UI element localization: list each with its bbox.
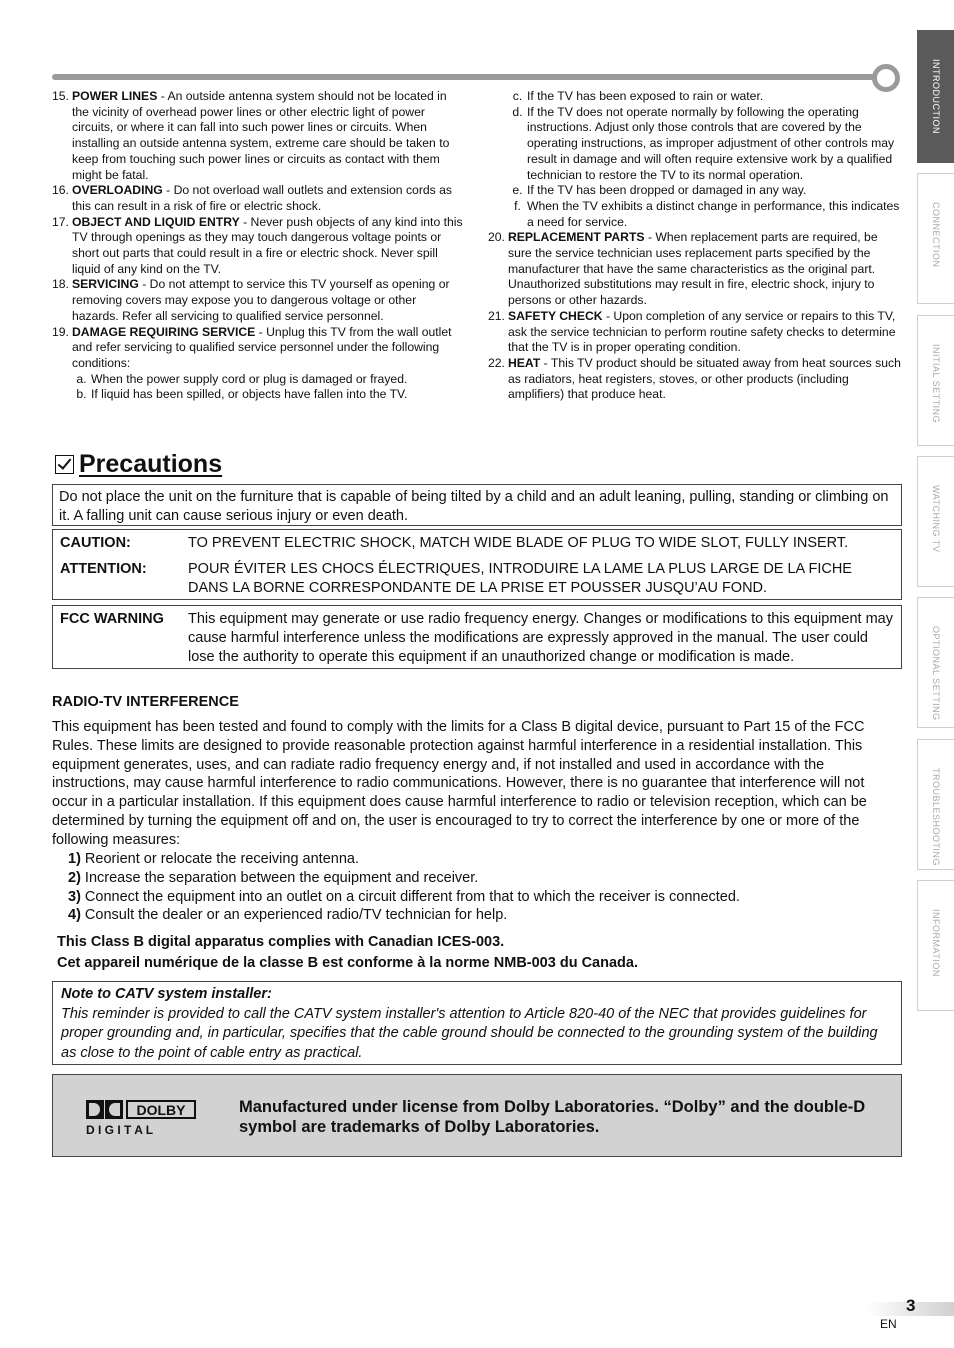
list-item: 15. POWER LINES - An outside antenna system should not be located in the vicinity of overhead power lines or other electric light of power circuits, or where it can fall into such power lines or circuits. When installing an outside antenna system, extreme care should be taken to keep from touching such power lines or circuits as contact with them might be fatal. [52, 89, 450, 182]
tab-initial-setting-label: INITIAL SETTING [931, 344, 941, 424]
tab-connection[interactable] [917, 173, 954, 304]
list-item: 21. SAFETY CHECK - Upon completion of any service or repairs to this TV, ask the service technician to perform routine safety checks to determine that the TV is in proper operating condition. [488, 308, 896, 355]
catv-note-body: This reminder is provided to call the CATV system installer's attention to Article 820-40 of the NEC that provides guidelines for proper grounding and, in particular, specifies that the cable ground should be connected to the grounding system of the building as close to the point of cable entry as practical. [61, 1005, 878, 1061]
list-item: 20. REPLACEMENT PARTS - When replacement parts are required, be sure the service technician uses replacement parts specified by the manufacturer that have the same characteristics as the original part. Unauthorized substitutions may result in fire, electric shock, injury to persons or other hazards. [488, 230, 878, 308]
list-item: 19. DAMAGE REQUIRING SERVICE - Unplug this TV from the wall outlet and refer servicing to qualified service personnel under the following conditions: [52, 324, 452, 370]
list-item: 3) Connect the equipment into an outlet on a circuit different from that to which the receiver is connected. [68, 888, 740, 905]
fcc-warning-box [52, 605, 902, 669]
canada-compliance [57, 932, 638, 973]
tab-introduction[interactable] [917, 30, 954, 163]
checkbox-icon [55, 455, 74, 474]
tab-connection-label: CONNECTION [931, 202, 941, 268]
header-rule-knob [872, 64, 900, 92]
tab-watching-tv[interactable] [917, 456, 954, 587]
section-title: Precautions [79, 450, 223, 478]
tab-introduction-label: INTRODUCTION [931, 59, 941, 134]
tab-optional-setting[interactable] [917, 597, 954, 728]
page-number: 3 [906, 1296, 916, 1315]
svg-text:D I G I T A L: D I G I T A L [86, 1123, 154, 1135]
safety-list-left [52, 89, 464, 403]
item-title: OVERLOADING [72, 183, 163, 198]
fcc-row [60, 610, 894, 667]
item-title: SERVICING [72, 277, 139, 292]
list-item: 16. OVERLOADING - Do not overload wall outlets and extension cords as this can result in a risk of fire or electric shock. [52, 183, 453, 213]
tip-over-warning: Do not place the unit on the furniture that is capable of being tilted by a child and an adult leaning, pulling, standing or climbing on it. A falling unit can cause serious injury or even death. [52, 484, 902, 526]
precautions-heading [55, 450, 222, 479]
tab-troubleshooting-label: TROUBLESHOOTING [931, 768, 941, 867]
catv-note-title: Note to CATV system installer: [61, 986, 272, 1002]
fcc-text: This equipment may generate or use radio frequency energy. Changes or modifications to this equipment may cause harmful interference unless the modifications are expressly approved in the manual. The user could lose the authority to operate this equipment if an unauthorized change or modification is made. [188, 611, 893, 665]
attention-text: POUR ÉVITER LES CHOCS ÉLECTRIQUES, INTRODUIRE LA LAME LA PLUS LARGE DE LA FICHE DANS LA BORNE CORRESPONDANTE DE LA PRISE ET POUSSER JUSQU’AU FOND. [188, 561, 852, 596]
item-title: OBJECT AND LIQUID ENTRY [72, 214, 240, 229]
sub-item: a. When the power supply cord or plug is damaged or frayed. [76, 371, 408, 386]
caution-box [52, 529, 902, 600]
page-language: EN [880, 1317, 897, 1331]
list-item: 17. OBJECT AND LIQUID ENTRY - Never push objects of any kind into this TV through openings as they may touch dangerous voltage points or short out parts that could result in a fire or electric shock. Never spill liquid of any kind on the TV. [52, 214, 463, 276]
caution-text: TO PREVENT ELECTRIC SHOCK, MATCH WIDE BLADE OF PLUG TO WIDE SLOT, FULLY INSERT. [188, 535, 849, 551]
fcc-label: FCC WARNING [60, 611, 164, 627]
attention-label: ATTENTION: [60, 561, 147, 577]
attention-row [60, 560, 894, 598]
sub-item: b. If liquid has been spilled, or objects have fallen into the TV. [76, 387, 408, 402]
sub-item: c. If the TV has been exposed to rain or water. [512, 89, 764, 103]
list-item: 22. HEAT - This TV product should be situated away from heat sources such as radiators, heat registers, stoves, or other products (including amplifiers) that produce heat. [488, 355, 901, 402]
sub-item: f. When the TV exhibits a distinct change in performance, this indicates a need for service. [514, 198, 900, 229]
caution-row [60, 534, 894, 553]
tab-watching-tv-label: WATCHING TV [931, 485, 941, 553]
item-title: DAMAGE REQUIRING SERVICE [72, 324, 256, 339]
item-title: POWER LINES [72, 89, 158, 103]
tab-information[interactable] [917, 880, 954, 1011]
dolby-notice [52, 1074, 902, 1157]
header-rule [52, 74, 880, 80]
radio-tv-heading: RADIO-TV INTERFERENCE [52, 694, 239, 710]
list-item: 18. SERVICING - Do not attempt to service this TV yourself as opening or removing covers may expose you to dangerous voltage or other hazards. Refer all servicing to qualified service personnel. [52, 277, 450, 323]
item-title: REPLACEMENT PARTS [508, 230, 645, 245]
sub-item: e. If the TV has been dropped or damaged in any way. [512, 183, 807, 198]
dolby-digital-logo [86, 1099, 198, 1135]
canada-compliance-en: This Class B digital apparatus complies with Canadian ICES-003. [57, 934, 505, 950]
svg-text:DOLBY: DOLBY [136, 1102, 186, 1118]
dolby-trademark-text: Manufactured under license from Dolby Laboratories. “Dolby” and the double-D symbol are trademarks of Dolby Laboratories. [239, 1098, 866, 1136]
item-title: HEAT [508, 355, 541, 370]
catv-note-box [52, 981, 902, 1065]
list-item: 1) Reorient or relocate the receiving antenna. [68, 851, 359, 867]
radio-tv-measures [68, 850, 740, 925]
tab-troubleshooting[interactable] [917, 739, 954, 870]
radio-tv-body: This equipment has been tested and found to comply with the limits for a Class B digital device, pursuant to Part 15 of the FCC Rules. These limits are designed to provide reasonable protection against harmful interference in a residential installation. This equipment generates, uses, and can radiate radio frequency energy and, if not installed and used in accordance with the instructions, may cause harmful interference to radio communications. However, there is no guarantee that interference will not occur in a particular installation. If this equipment does cause harmful interference to radio or television reception, which can be determined by turning the equipment off and on, the user is encouraged to try to correct the interference by one or more of the following measures: [52, 719, 867, 848]
tab-optional-setting-label: OPTIONAL SETTING [931, 626, 941, 721]
safety-list-right [488, 89, 904, 403]
canada-compliance-fr: Cet appareil numérique de la classe B est conforme à la norme NMB-003 du Canada. [57, 954, 638, 971]
list-item: 2) Increase the separation between the equipment and receiver. [68, 869, 479, 886]
tab-information-label: INFORMATION [931, 909, 941, 977]
item-title: SAFETY CHECK [508, 308, 603, 323]
caution-label: CAUTION: [60, 535, 131, 551]
tab-initial-setting[interactable] [917, 315, 954, 446]
list-item: 4) Consult the dealer or an experienced radio/TV technician for help. [68, 907, 508, 924]
sub-item: d. If the TV does not operate normally by following the operating instructions. Adjust only those controls that are covered by the operating instructions, as improper adjustment of other controls may result in damage and will often require extensive work by a qualified technician to restore the TV to its normal operation. [512, 104, 895, 182]
